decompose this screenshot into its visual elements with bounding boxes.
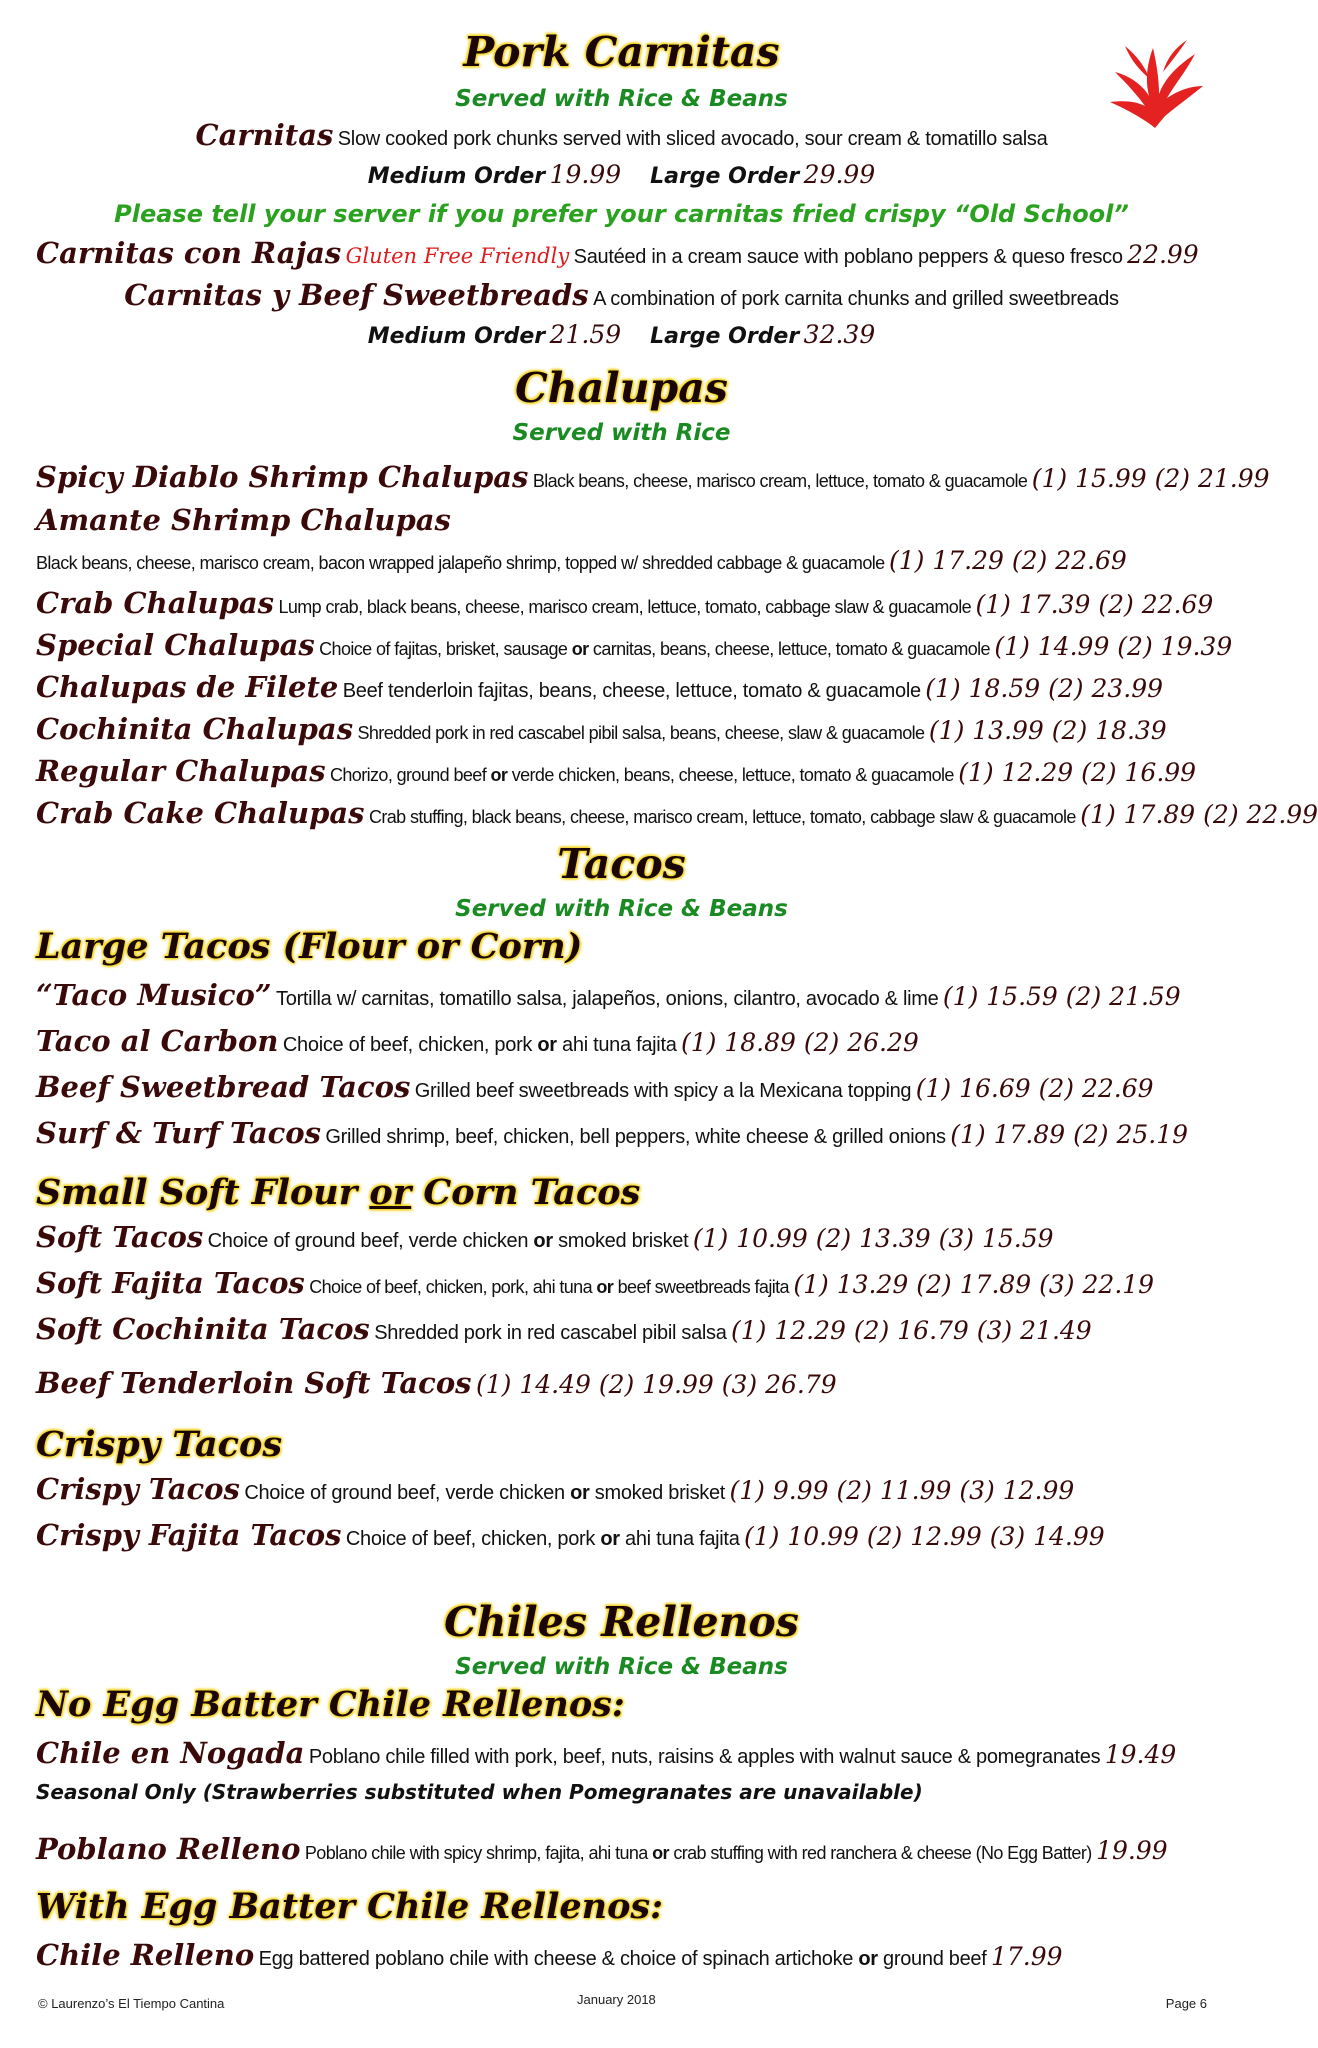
item-name: Beef Tenderloin Soft Tacos [36,1366,472,1400]
item-desc: Shredded pork in red cascabel pibil salsa, beans, cheese, slaw & guacamole [357,723,925,743]
large-order-price: 29.99 [803,160,876,189]
item-desc: Crab stuffing, black beans, cheese, marisco cream, lettuce, tomato, cabbage slaw & guacamole [368,807,1076,827]
item-price: (1) 9.99 (2) 11.99 (3) 12.99 [729,1476,1075,1505]
item-desc: Slow cooked pork chunks served with sliced avocado, sour cream & tomatillo salsa [337,128,1048,150]
item-desc: Shredded pork in red cascabel pibil salsa [374,1322,727,1344]
item-desc: Choice of beef, chicken, pork or ahi tuna fajita [345,1528,740,1550]
item-name: Chile Relleno [36,1938,255,1972]
served-with-chalupas: Served with Rice [512,420,731,446]
menu-item-carnitas-rajas [36,236,1236,270]
item-name: Soft Tacos [36,1220,204,1254]
section-title-carnitas: Pork Carnitas [463,28,780,76]
item-name: Crab Chalupas [36,586,274,620]
item-price: (1) 10.99 (2) 12.99 (3) 14.99 [743,1522,1105,1551]
medium-order-price: 19.99 [549,160,622,189]
item-name: Crab Cake Chalupas [36,796,365,830]
menu-item-chile-en-nogada [36,1736,1236,1770]
item-price: (1) 13.29 (2) 17.89 (3) 22.19 [793,1270,1155,1299]
menu-item-regular-chalupas [36,754,1236,788]
medium-order-label: Medium Order [367,324,546,349]
item-price: (1) 18.59 (2) 23.99 [925,674,1164,703]
footer-date: January 2018 [577,1992,656,2007]
subsection-title-crispy-tacos: Crispy Tacos [36,1424,283,1465]
item-desc: Choice of beef, chicken, pork or ahi tuna fajita [282,1034,677,1056]
item-desc: Lump crab, black beans, cheese, marisco cream, lettuce, tomato, cabbage slaw & guacamole [278,597,972,617]
menu-item-amante-name [36,503,1236,537]
menu-item-chalupas-filete [36,670,1236,704]
menu-item-carnitas [0,118,1243,152]
section-title-chalupas: Chalupas [515,364,728,412]
menu-item-special-chalupas [36,628,1236,662]
item-desc: Black beans, cheese, marisco cream, lettuce, tomato & guacamole [532,471,1028,491]
item-price: 17.99 [990,1942,1063,1971]
item-desc: Egg battered poblano chile with cheese & choice of spinach artichoke or ground beef [258,1948,987,1970]
menu-item-poblano-relleno [36,1832,1236,1866]
item-desc: A combination of pork carnita chunks and grilled sweetbreads [593,288,1119,310]
menu-item-taco-al-carbon [36,1024,1236,1058]
item-desc: Poblano chile with spicy shrimp, fajita, ahi tuna or crab stuffing with red ranchera & cheese (No Egg Batter) [304,1843,1092,1863]
large-order-price: 32.39 [803,320,876,349]
seasonal-note: Seasonal Only (Strawberries substituted when Pomegranates are unavailable) [36,1780,923,1804]
menu-item-crispy-fajita-tacos [36,1518,1236,1552]
menu-item-crispy-tacos [36,1472,1236,1506]
menu-item-amante-desc [36,546,1279,575]
menu-item-soft-fajita-tacos [36,1266,1236,1300]
item-price: 22.99 [1127,240,1199,269]
subsection-title-no-egg-batter: No Egg Batter Chile Rellenos: [36,1684,625,1725]
subsection-title-egg-batter: With Egg Batter Chile Rellenos: [36,1886,664,1927]
item-desc: Grilled shrimp, beef, chicken, bell peppers, white cheese & grilled onions [325,1126,946,1148]
large-order-label: Large Order [650,164,800,189]
item-name: Carnitas con Rajas [36,236,342,270]
item-price: (1) 17.29 (2) 22.69 [889,546,1127,575]
item-price: (1) 12.29 (2) 16.79 (3) 21.49 [731,1316,1092,1345]
item-name: Chalupas de Filete [36,670,339,704]
item-name: Taco al Carbon [36,1024,279,1058]
menu-item-surf-turf-tacos [36,1116,1236,1150]
item-name: Carnitas y Beef Sweetbreads [124,278,589,312]
item-desc: Grilled beef sweetbreads with spicy a la Mexicana topping [414,1080,912,1102]
item-price: (1) 12.29 (2) 16.99 [958,758,1197,787]
item-desc: Sautéed in a cream sauce with poblano peppers & queso fresco [573,246,1123,268]
item-name: Poblano Relleno [36,1832,301,1866]
menu-item-crab-chalupas [36,586,1236,620]
item-name: Regular Chalupas [36,754,326,788]
item-desc: Chorizo, ground beef or verde chicken, beans, cheese, lettuce, tomato & guacamole [330,765,954,785]
footer-page-number: Page 6 [1165,1996,1207,2011]
item-price: (1) 17.89 (2) 22.99 [1080,800,1318,829]
large-order-label: Large Order [650,324,800,349]
item-desc: Tortilla w/ carnitas, tomatillo salsa, jalapeños, onions, cilantro, avocado & lime [276,988,939,1010]
item-price: (1) 17.89 (2) 25.19 [950,1120,1189,1149]
subsection-title-small-tacos: Small Soft Flour or Corn Tacos [36,1172,641,1213]
item-name: Beef Sweetbread Tacos [36,1070,411,1104]
item-price: (1) 10.99 (2) 13.39 (3) 15.59 [692,1224,1054,1253]
item-name: “Taco Musico” [36,978,272,1012]
item-name: Amante Shrimp Chalupas [36,503,451,537]
gluten-free-tag: Gluten Free Friendly [345,244,570,268]
medium-order-label: Medium Order [367,164,546,189]
menu-item-taco-musico [36,978,1236,1012]
item-price: (1) 15.99 (2) 21.99 [1031,464,1270,493]
item-price: (1) 14.99 (2) 19.39 [994,632,1233,661]
item-name: Spicy Diablo Shrimp Chalupas [36,460,529,494]
item-price: (1) 18.89 (2) 26.29 [680,1028,919,1057]
item-name: Cochinita Chalupas [36,712,354,746]
served-with-carnitas: Served with Rice & Beans [455,86,788,112]
item-name: Crispy Tacos [36,1472,240,1506]
menu-item-crab-cake-chalupas [36,796,1318,830]
item-name: Chile en Nogada [36,1736,305,1770]
menu-item-chile-relleno [36,1938,1236,1972]
menu-item-carnitas-sweetbreads [0,278,1243,312]
item-price: (1) 15.59 (2) 21.59 [942,982,1181,1011]
item-desc: Choice of ground beef, verde chicken or smoked brisket [244,1482,726,1504]
item-name: Special Chalupas [36,628,315,662]
menu-item-beef-sweetbread-tacos [36,1070,1236,1104]
subsection-title-large-tacos: Large Tacos (Flour or Corn) [36,926,583,967]
menu-item-soft-cochinita-tacos [36,1312,1236,1346]
item-name: Soft Fajita Tacos [36,1266,305,1300]
served-with-tacos: Served with Rice & Beans [455,896,788,922]
item-desc: Black beans, cheese, marisco cream, bacon wrapped jalapeño shrimp, topped w/ shredded cabbage & guacamole [36,553,885,573]
item-name: Surf & Turf Tacos [36,1116,321,1150]
item-desc: Poblano chile filled with pork, beef, nuts, raisins & apples with walnut sauce & pomegranates [308,1746,1101,1768]
item-name: Crispy Fajita Tacos [36,1518,342,1552]
served-with-rellenos: Served with Rice & Beans [455,1654,788,1680]
item-price: (1) 17.39 (2) 22.69 [975,590,1214,619]
section-title-tacos: Tacos [557,840,686,888]
item-price: (1) 14.49 (2) 19.99 (3) 26.79 [475,1370,837,1399]
item-price: 19.49 [1104,1740,1177,1769]
menu-item-beef-tenderloin-soft-tacos [36,1366,1236,1400]
order-sizes-carnitas [0,160,1243,189]
footer-copyright: © Laurenzo’s El Tiempo Cantina [38,1996,225,2011]
item-price: (1) 13.99 (2) 18.39 [928,716,1167,745]
item-name: Carnitas [195,118,334,152]
menu-item-soft-tacos [36,1220,1236,1254]
menu-item-spicy-diablo [36,460,1270,494]
item-desc: Choice of beef, chicken, pork, ahi tuna or beef sweetbreads fajita [309,1277,789,1297]
item-price: 19.99 [1096,1836,1168,1865]
order-sizes-sweetbreads [0,320,1243,349]
item-desc: Beef tenderloin fajitas, beans, cheese, lettuce, tomato & guacamole [342,680,921,702]
old-school-note: Please tell your server if you prefer your carnitas fried crispy “Old School” [114,200,1129,228]
item-desc: Choice of fajitas, brisket, sausage or carnitas, beans, cheese, lettuce, tomato & guacamole [319,639,990,659]
section-title-chiles-rellenos: Chiles Rellenos [444,1598,799,1646]
item-name: Soft Cochinita Tacos [36,1312,370,1346]
medium-order-price: 21.59 [549,320,622,349]
menu-item-cochinita-chalupas [36,712,1236,746]
item-desc: Choice of ground beef, verde chicken or smoked brisket [207,1230,689,1252]
item-price: (1) 16.69 (2) 22.69 [915,1074,1154,1103]
